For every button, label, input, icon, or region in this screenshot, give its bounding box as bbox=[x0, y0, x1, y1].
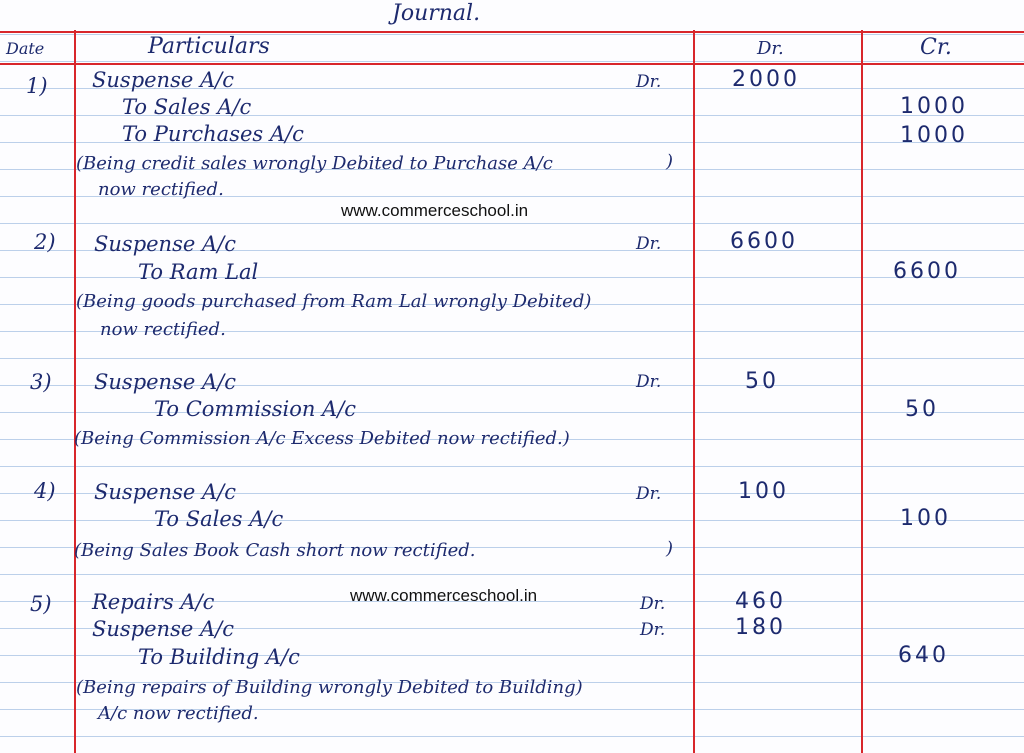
credit-amount: 100 bbox=[900, 506, 951, 531]
debit-amount: 6600 bbox=[730, 229, 798, 254]
narration-line: (Being repairs of Building wrongly Debited to Building) bbox=[76, 677, 583, 698]
debit-account: Suspense A/c bbox=[92, 68, 234, 92]
entry-number: 3) bbox=[30, 370, 52, 394]
header-top-rule bbox=[0, 31, 1024, 33]
debit-account: Suspense A/c bbox=[94, 480, 236, 504]
credit-account: To Building A/c bbox=[138, 645, 300, 669]
narration-line: (Being credit sales wrongly Debited to Purchase A/c bbox=[76, 153, 553, 174]
debit-column-rule bbox=[861, 30, 863, 753]
particulars-column-rule bbox=[693, 30, 695, 753]
credit-amount: 50 bbox=[905, 397, 939, 422]
debit-account: Suspense A/c bbox=[92, 617, 234, 641]
debit-amount: 180 bbox=[735, 615, 786, 640]
header-particulars: Particulars bbox=[148, 34, 270, 59]
debit-amount: 50 bbox=[745, 369, 779, 394]
debit-amount: 460 bbox=[735, 589, 786, 614]
credit-amount: 640 bbox=[898, 643, 949, 668]
dr-mark: Dr. bbox=[640, 620, 666, 640]
narration-line: (Being Commission A/c Excess Debited now rectified.) bbox=[74, 428, 570, 449]
debit-amount: 2000 bbox=[732, 67, 800, 92]
entry-number: 2) bbox=[34, 230, 56, 254]
dr-mark: Dr. bbox=[636, 72, 662, 92]
credit-account: To Ram Lal bbox=[138, 260, 259, 284]
credit-amount: 1000 bbox=[900, 123, 968, 148]
header-bottom-rule bbox=[0, 63, 1024, 65]
watermark-text: www.commerceschool.in bbox=[350, 586, 538, 605]
header-debit: Dr. bbox=[757, 38, 784, 59]
narration-line: (Being Sales Book Cash short now rectified. bbox=[74, 540, 476, 561]
credit-account: To Purchases A/c bbox=[122, 122, 304, 146]
header-credit: Cr. bbox=[920, 35, 952, 60]
credit-account: To Sales A/c bbox=[122, 95, 252, 119]
watermark-text: www.commerceschool.in bbox=[341, 201, 529, 220]
narration-line: now rectified. bbox=[98, 179, 224, 200]
credit-account: To Commission A/c bbox=[154, 397, 357, 421]
narration-line: now rectified. bbox=[100, 319, 226, 340]
credit-amount: 1000 bbox=[900, 94, 968, 119]
entry-number: 4) bbox=[34, 479, 56, 503]
dr-mark: Dr. bbox=[636, 234, 662, 254]
credit-account: To Sales A/c bbox=[154, 507, 284, 531]
entry-number: 5) bbox=[30, 592, 52, 616]
narration-line: (Being goods purchased from Ram Lal wrongly Debited) bbox=[76, 291, 592, 312]
debit-amount: 100 bbox=[738, 479, 789, 504]
debit-account: Suspense A/c bbox=[94, 370, 236, 394]
narration-close: ) bbox=[666, 538, 674, 559]
dr-mark: Dr. bbox=[636, 484, 662, 504]
date-column-rule bbox=[74, 30, 76, 753]
narration-line: A/c now rectified. bbox=[98, 703, 259, 724]
debit-account: Suspense A/c bbox=[94, 232, 236, 256]
credit-amount: 6600 bbox=[893, 259, 961, 284]
dr-mark: Dr. bbox=[640, 594, 666, 614]
narration-close: ) bbox=[666, 151, 674, 172]
header-date: Date bbox=[6, 39, 45, 58]
debit-account: Repairs A/c bbox=[92, 590, 215, 614]
journal-title: Journal. bbox=[392, 1, 481, 26]
entry-number: 1) bbox=[26, 74, 48, 98]
dr-mark: Dr. bbox=[636, 372, 662, 392]
